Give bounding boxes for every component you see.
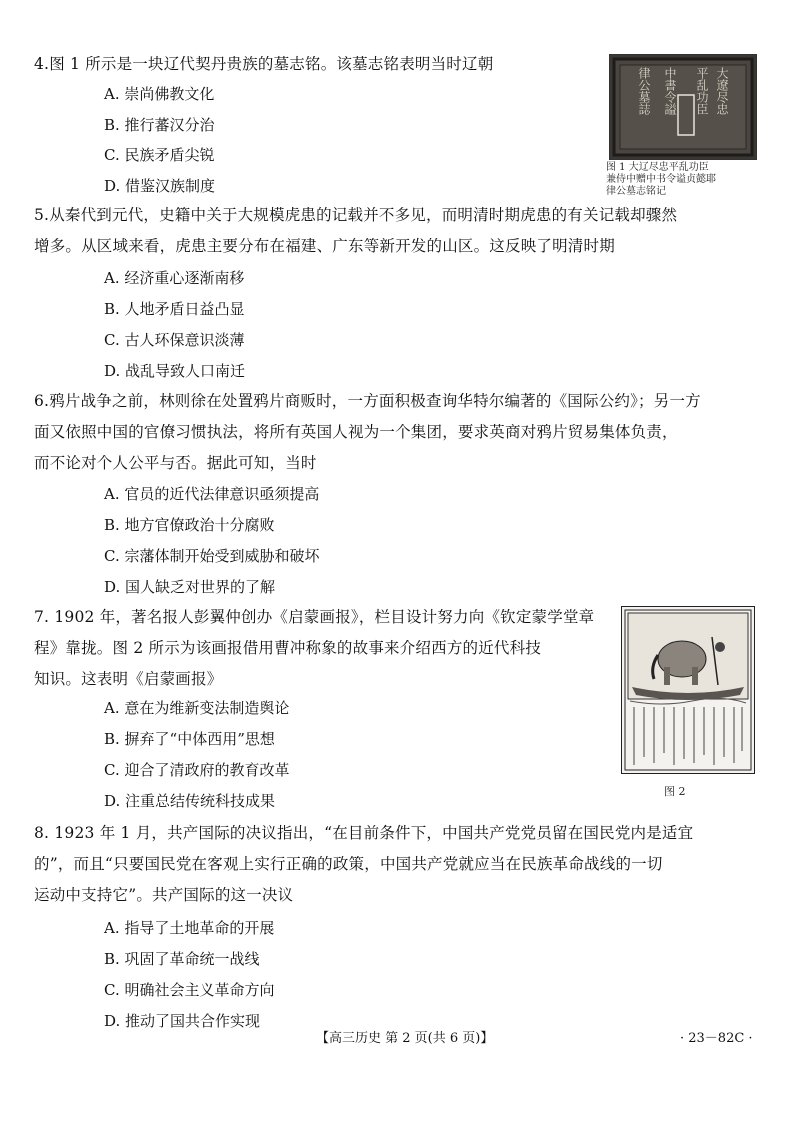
q4-option-d: D. 借鉴汉族制度 (104, 177, 216, 195)
q5-stem-line-1: 5.从秦代到元代，史籍中关于大规模虎患的记载并不多见，而明清时期虎患的有关记载却骤然 (34, 206, 678, 224)
q6-option-c: C. 宗藩体制开始受到威胁和破坏 (104, 547, 320, 565)
q6-stem-line-2: 面又依照中国的官僚习惯执法，将所有英国人视为一个集团，要求英商对鸦片贸易集体负责， (34, 423, 678, 441)
figure-2-pictorial-image (621, 606, 755, 774)
q5-option-a: A. 经济重心逐渐南移 (104, 269, 245, 287)
inscription-column-3: 中書令謚 (663, 67, 677, 115)
q8-stem-line-2: 的”，而且“只要国民党在客观上实行正确的政策，中国共产党就应当在民族革命战线的一切 (34, 855, 663, 873)
q5-option-d: D. 战乱导致人口南迁 (104, 362, 246, 380)
q4-stem: 4.图 1 所示是一块辽代契丹贵族的墓志铭。该墓志铭表明当时辽朝 (34, 55, 494, 73)
inscription-column-1: 大遼尽忠 (715, 67, 729, 115)
q5-option-b: B. 人地矛盾日益凸显 (104, 300, 245, 318)
q6-option-a: A. 官员的近代法律意识亟须提高 (104, 485, 320, 503)
figure-1-caption-line-3: 律公墓志铭记 (606, 186, 666, 197)
q5-option-c: C. 古人环保意识淡薄 (104, 331, 245, 349)
q4-option-b: B. 推行蕃汉分治 (104, 116, 215, 134)
q6-option-d: D. 国人缺乏对世界的了解 (104, 578, 276, 596)
epitaph-stone-drawing (610, 55, 756, 159)
q6-option-b: B. 地方官僚政治十分腐败 (104, 516, 275, 534)
inscription-column-4: 律公墓誌 (637, 67, 651, 115)
figure-2-caption: 图 2 (664, 785, 686, 798)
q8-option-c: C. 明确社会主义革命方向 (104, 981, 275, 999)
page-footer-code: · 23－82C · (680, 1031, 753, 1046)
q5-stem-line-2: 增多。从区域来看，虎患主要分布在福建、广东等新开发的山区。这反映了明清时期 (34, 237, 615, 255)
page-footer-label: 【高三历史 第 2 页(共 6 页)】 (316, 1031, 494, 1046)
q6-stem-line-3: 而不论对个人公平与否。据此可知，当时 (34, 454, 317, 472)
figure-1-epitaph-image (609, 54, 757, 160)
q8-stem-line-3: 运动中支持它”。共产国际的这一决议 (34, 886, 294, 904)
figure-1-caption-line-1: 图 1 大辽尽忠平乱功臣 (606, 162, 709, 173)
q8-option-d: D. 推动了国共合作实现 (104, 1012, 261, 1030)
figure-1-caption-line-2: 兼侍中赠中书令谥贞懿耶 (606, 174, 716, 185)
q8-stem-line-1: 8. 1923 年 1 月，共产国际的决议指出，“在目前条件下，中国共产党党员留在国民党内是适宜 (34, 824, 694, 842)
q7-stem-line-1: 7. 1902 年，著名报人彭翼仲创办《启蒙画报》，栏目设计努力向《钦定蒙学堂章 (34, 608, 595, 626)
q7-option-a: A. 意在为维新变法制造舆论 (104, 699, 290, 717)
q6-stem-line-1: 6.鸦片战争之前，林则徐在处置鸦片商贩时，一方面积极查询华特尔编著的《国际公约》；另一方 (34, 392, 701, 410)
q8-option-b: B. 巩固了革命统一战线 (104, 950, 260, 968)
q7-option-b: B. 摒弃了“中体西用”思想 (104, 730, 275, 748)
q4-option-c: C. 民族矛盾尖锐 (104, 146, 215, 164)
cao-chong-weighs-elephant-drawing (622, 607, 754, 773)
q7-stem-line-2: 程》靠拢。图 2 所示为该画报借用曹冲称象的故事来介绍西方的近代科技 (34, 639, 542, 657)
q7-option-c: C. 迎合了清政府的教育改革 (104, 761, 290, 779)
q4-option-a: A. 崇尚佛教文化 (104, 85, 215, 103)
q8-option-a: A. 指导了土地革命的开展 (104, 919, 275, 937)
q7-option-d: D. 注重总结传统科技成果 (104, 792, 276, 810)
inscription-column-2: 平乱功臣 (695, 67, 709, 115)
q7-stem-line-3: 知识。这表明《启蒙画报》 (34, 670, 223, 688)
